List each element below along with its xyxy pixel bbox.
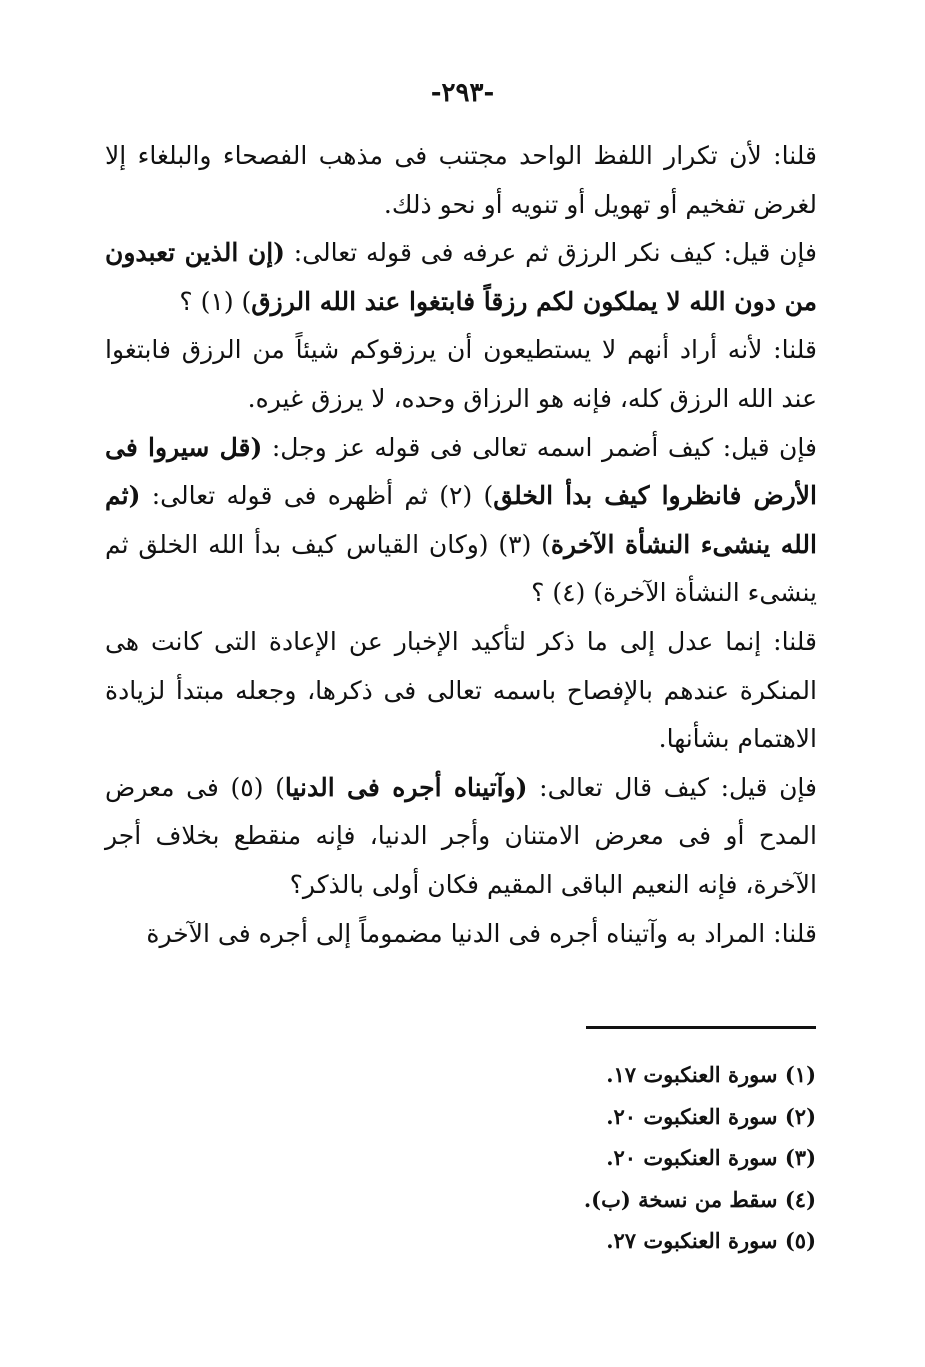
- text-run: فإن قيل: كيف نكر الرزق ثم عرفه فى قوله تعالى:: [284, 238, 817, 268]
- footnote: (٥) سورة العنكبوت ٢٧.: [606, 1228, 816, 1253]
- paragraph: [105, 764, 817, 910]
- quran-verse: (قل سيروا فى الأرض فانظروا كيف بدأ الخلق: [105, 432, 817, 511]
- quran-verse: (إن الذين تعبدون من دون الله لا يملكون لكم رزقاً فابتغوا عند الله الرزق: [105, 238, 817, 316]
- text-run: ) (١) ؟: [179, 286, 252, 316]
- text-run: قلنا: لأن تكرار اللفظ الواحد مجتنب فى مذهب الفصحاء والبلغاء إلا لغرض تفخيم أو تهويل أو تنويه أو نحو ذلك.: [105, 141, 817, 219]
- paragraph: [105, 910, 817, 959]
- footnote: (١) سورة العنكبوت ١٧.: [606, 1062, 816, 1087]
- quran-verse: (ثم الله ينشىء النشأة الآخرة: [105, 481, 817, 559]
- text-run: فإن قيل: كيف أضمر اسمه تعالى فى قوله عز وجل:: [262, 432, 817, 462]
- footnote: (٢) سورة العنكبوت ٢٠.: [606, 1103, 816, 1129]
- paragraph: [105, 132, 817, 229]
- text-run: قلنا: لأنه أراد أنهم لا يستطيعون أن يرزقوكم شيئاً من الرزق فابتغوا عند الله الرزق كله، فإنه هو الرزاق وحده، لا يرزق غيره.: [105, 335, 817, 413]
- footnote: (٣) سورة العنكبوت ٢٠.: [606, 1145, 816, 1170]
- page-number: -٢٩٣-: [430, 78, 495, 108]
- text-run: ) (٣) (وكان القياس كيف بدأ الله الخلق ثم ينشىء النشأة الآخرة) (٤) ؟: [105, 529, 817, 608]
- paragraph: [105, 424, 817, 618]
- text-run: ) (٥) فى معرض المدح أو فى معرض الامتنان وأجر الدنيا، فإنه منقطع بخلاف أجر الآخرة، فإنه النعيم الباقى المقيم فكان أولى بالذكر؟: [105, 772, 817, 899]
- text-run: ) (٢) ثم أظهره فى قوله تعالى:: [140, 481, 494, 511]
- paragraph: [105, 618, 817, 764]
- text-run: فإن قيل: كيف قال تعالى:: [527, 772, 817, 802]
- quran-verse: (وآتيناه أجره فى الدنيا: [284, 772, 528, 802]
- footnotes: [520, 1054, 816, 1262]
- text-run: قلنا: المراد به وآتيناه أجره فى الدنيا مضموماً إلى أجره فى الآخرة: [146, 918, 817, 948]
- footnote-divider: [586, 1026, 816, 1029]
- paragraph: [105, 326, 817, 423]
- paragraph: [105, 229, 817, 326]
- footnote: (٤) سقط من نسخة (ب).: [583, 1186, 816, 1212]
- text-run: قلنا: إنما عدل إلى ما ذكر لتأكيد الإخبار عن الإعادة التى كانت هى المنكرة عندهم بالإفصاح باسمه تعالى فى ذكرها، وجعله مبتدأ لزيادة الاهتمام بشأنها.: [105, 626, 817, 754]
- body-text: [105, 132, 817, 958]
